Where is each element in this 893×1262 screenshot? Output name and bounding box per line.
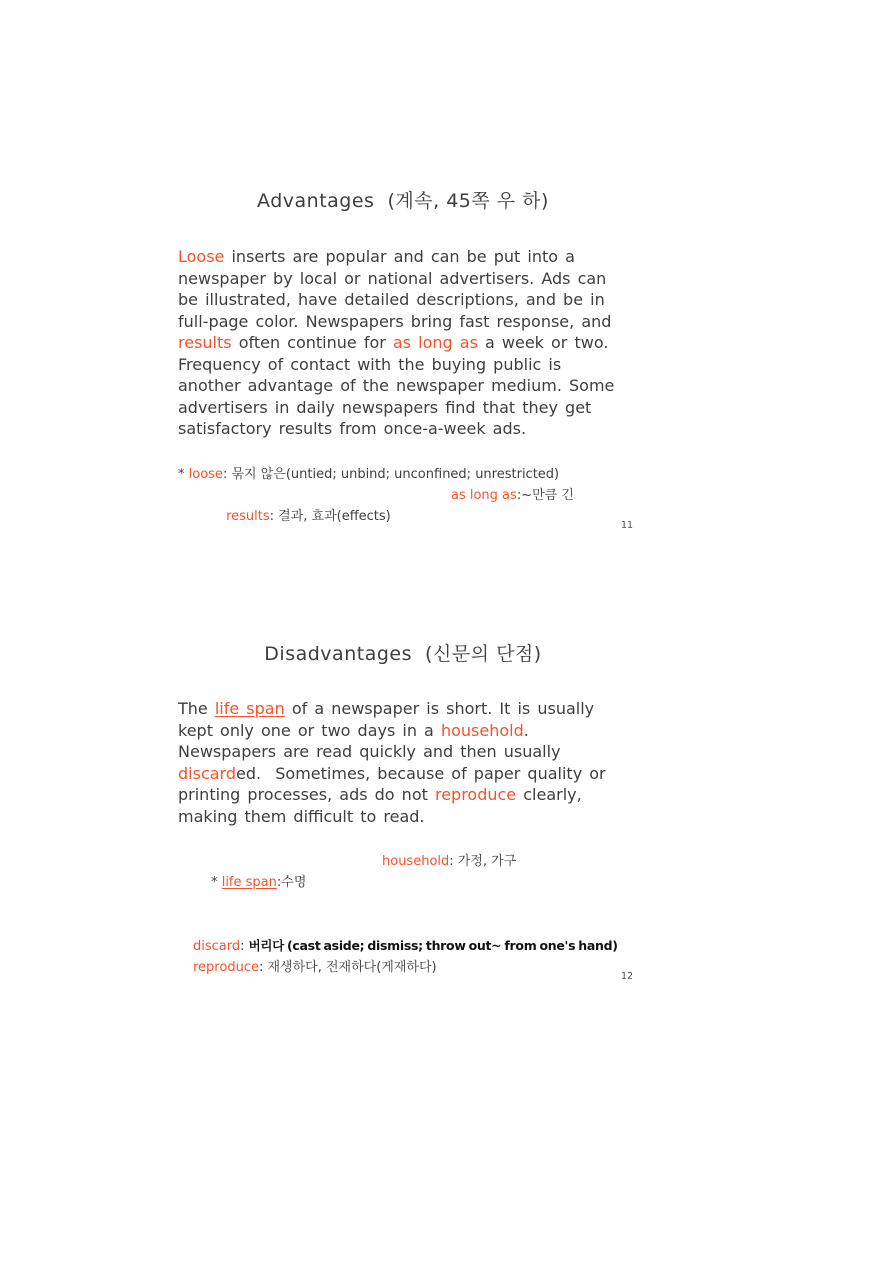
slide1-vocab-notes bbox=[178, 464, 658, 569]
text-segment: * bbox=[178, 467, 189, 482]
text-segment: printing processes, ads do not bbox=[178, 785, 435, 804]
text-segment: : bbox=[240, 939, 249, 954]
text-segment: household bbox=[440, 720, 524, 740]
vocab-entry bbox=[211, 875, 306, 890]
text-segment: of a newspaper is short. It is usually bbox=[284, 699, 595, 718]
slide2-vocab-notes bbox=[178, 851, 658, 978]
text-segment: : 결과, 효과(effects) bbox=[269, 509, 391, 524]
text-segment: often continue for bbox=[231, 333, 393, 352]
vocab-line bbox=[178, 851, 658, 935]
text-line bbox=[178, 311, 668, 333]
text-segment: :수명 bbox=[276, 875, 307, 890]
text-segment: discard bbox=[178, 763, 236, 783]
text-segment: household bbox=[382, 854, 450, 869]
text-line bbox=[178, 784, 668, 806]
text-segment: Newspapers are read quickly and then usually bbox=[178, 742, 561, 761]
text-segment: ed. Sometimes, because of paper quality or bbox=[236, 763, 606, 783]
text-line bbox=[178, 418, 668, 440]
text-segment: : 가정, 가구 bbox=[449, 854, 517, 869]
text-segment: : 재생하다, 전재하다(게재하다) bbox=[258, 960, 437, 975]
text-line bbox=[178, 246, 668, 268]
text-segment: satisfactory results from once-a-week ads. bbox=[178, 419, 527, 438]
text-segment: advertisers in daily newspapers find that they get bbox=[178, 397, 592, 417]
text-segment: 버리다 (cast aside; dismiss; throw out~ from one's hand) bbox=[248, 938, 618, 953]
vocab-entry bbox=[451, 485, 574, 506]
text-segment: full-page color. Newspapers bring fast response, and bbox=[178, 311, 612, 331]
text-segment: discard bbox=[193, 939, 241, 954]
text-line bbox=[178, 397, 668, 419]
slide1-paragraph bbox=[178, 246, 668, 440]
text-line bbox=[178, 375, 668, 397]
slide1-title: Advantages (계속, 45쪽 우 하) bbox=[257, 190, 549, 212]
text-segment: reproduce bbox=[434, 785, 517, 804]
text-segment: Frequency of contact with the buying public is bbox=[178, 354, 562, 374]
text-segment: inserts are popular and can be put into a bbox=[224, 247, 575, 266]
text-segment: kept only one or two days in a bbox=[178, 720, 441, 740]
text-line bbox=[178, 720, 668, 742]
vocab-line bbox=[178, 957, 658, 978]
text-line bbox=[178, 268, 668, 290]
vocab-line bbox=[178, 935, 658, 957]
text-segment: a week or two. bbox=[477, 333, 609, 352]
text-segment: results bbox=[226, 509, 270, 524]
text-segment: making them difficult to read. bbox=[178, 806, 425, 826]
text-segment: :~만큼 긴 bbox=[516, 488, 574, 503]
text-segment: another advantage of the newspaper medium. Some bbox=[178, 376, 615, 395]
vocab-entry bbox=[226, 509, 391, 524]
text-line bbox=[178, 763, 668, 785]
text-segment: as long as bbox=[392, 333, 478, 352]
vocab-line bbox=[178, 485, 658, 569]
page-number: 11 bbox=[621, 520, 634, 531]
vocab-line bbox=[178, 464, 658, 485]
slide2-paragraph bbox=[178, 698, 668, 827]
text-segment: be illustrated, have detailed descriptions, and be in bbox=[178, 290, 605, 309]
text-line bbox=[178, 354, 668, 376]
text-line bbox=[178, 332, 668, 354]
text-segment: results bbox=[178, 333, 232, 352]
text-segment: Loose bbox=[178, 247, 225, 266]
text-segment: newspaper by local or national advertisers. Ads can bbox=[178, 268, 607, 288]
slide2-title: Disadvantages (신문의 단점) bbox=[264, 643, 542, 665]
text-segment: loose bbox=[188, 467, 223, 482]
text-segment: reproduce bbox=[193, 960, 259, 975]
page-number: 12 bbox=[621, 971, 634, 982]
text-segment: life span bbox=[221, 875, 277, 890]
text-segment: The bbox=[178, 699, 215, 718]
text-segment: clearly, bbox=[516, 785, 582, 804]
text-line bbox=[178, 698, 668, 720]
text-segment: : 묶지 않은(untied; unbind; unconfined; unrestricted) bbox=[222, 467, 560, 482]
vocab-entry bbox=[382, 851, 516, 872]
text-segment: as long as bbox=[451, 488, 517, 503]
text-segment: * bbox=[211, 875, 222, 890]
text-line bbox=[178, 806, 668, 828]
text-line bbox=[178, 741, 668, 763]
text-line bbox=[178, 289, 668, 311]
text-segment: life span bbox=[214, 699, 285, 718]
text-segment: . bbox=[523, 720, 529, 740]
